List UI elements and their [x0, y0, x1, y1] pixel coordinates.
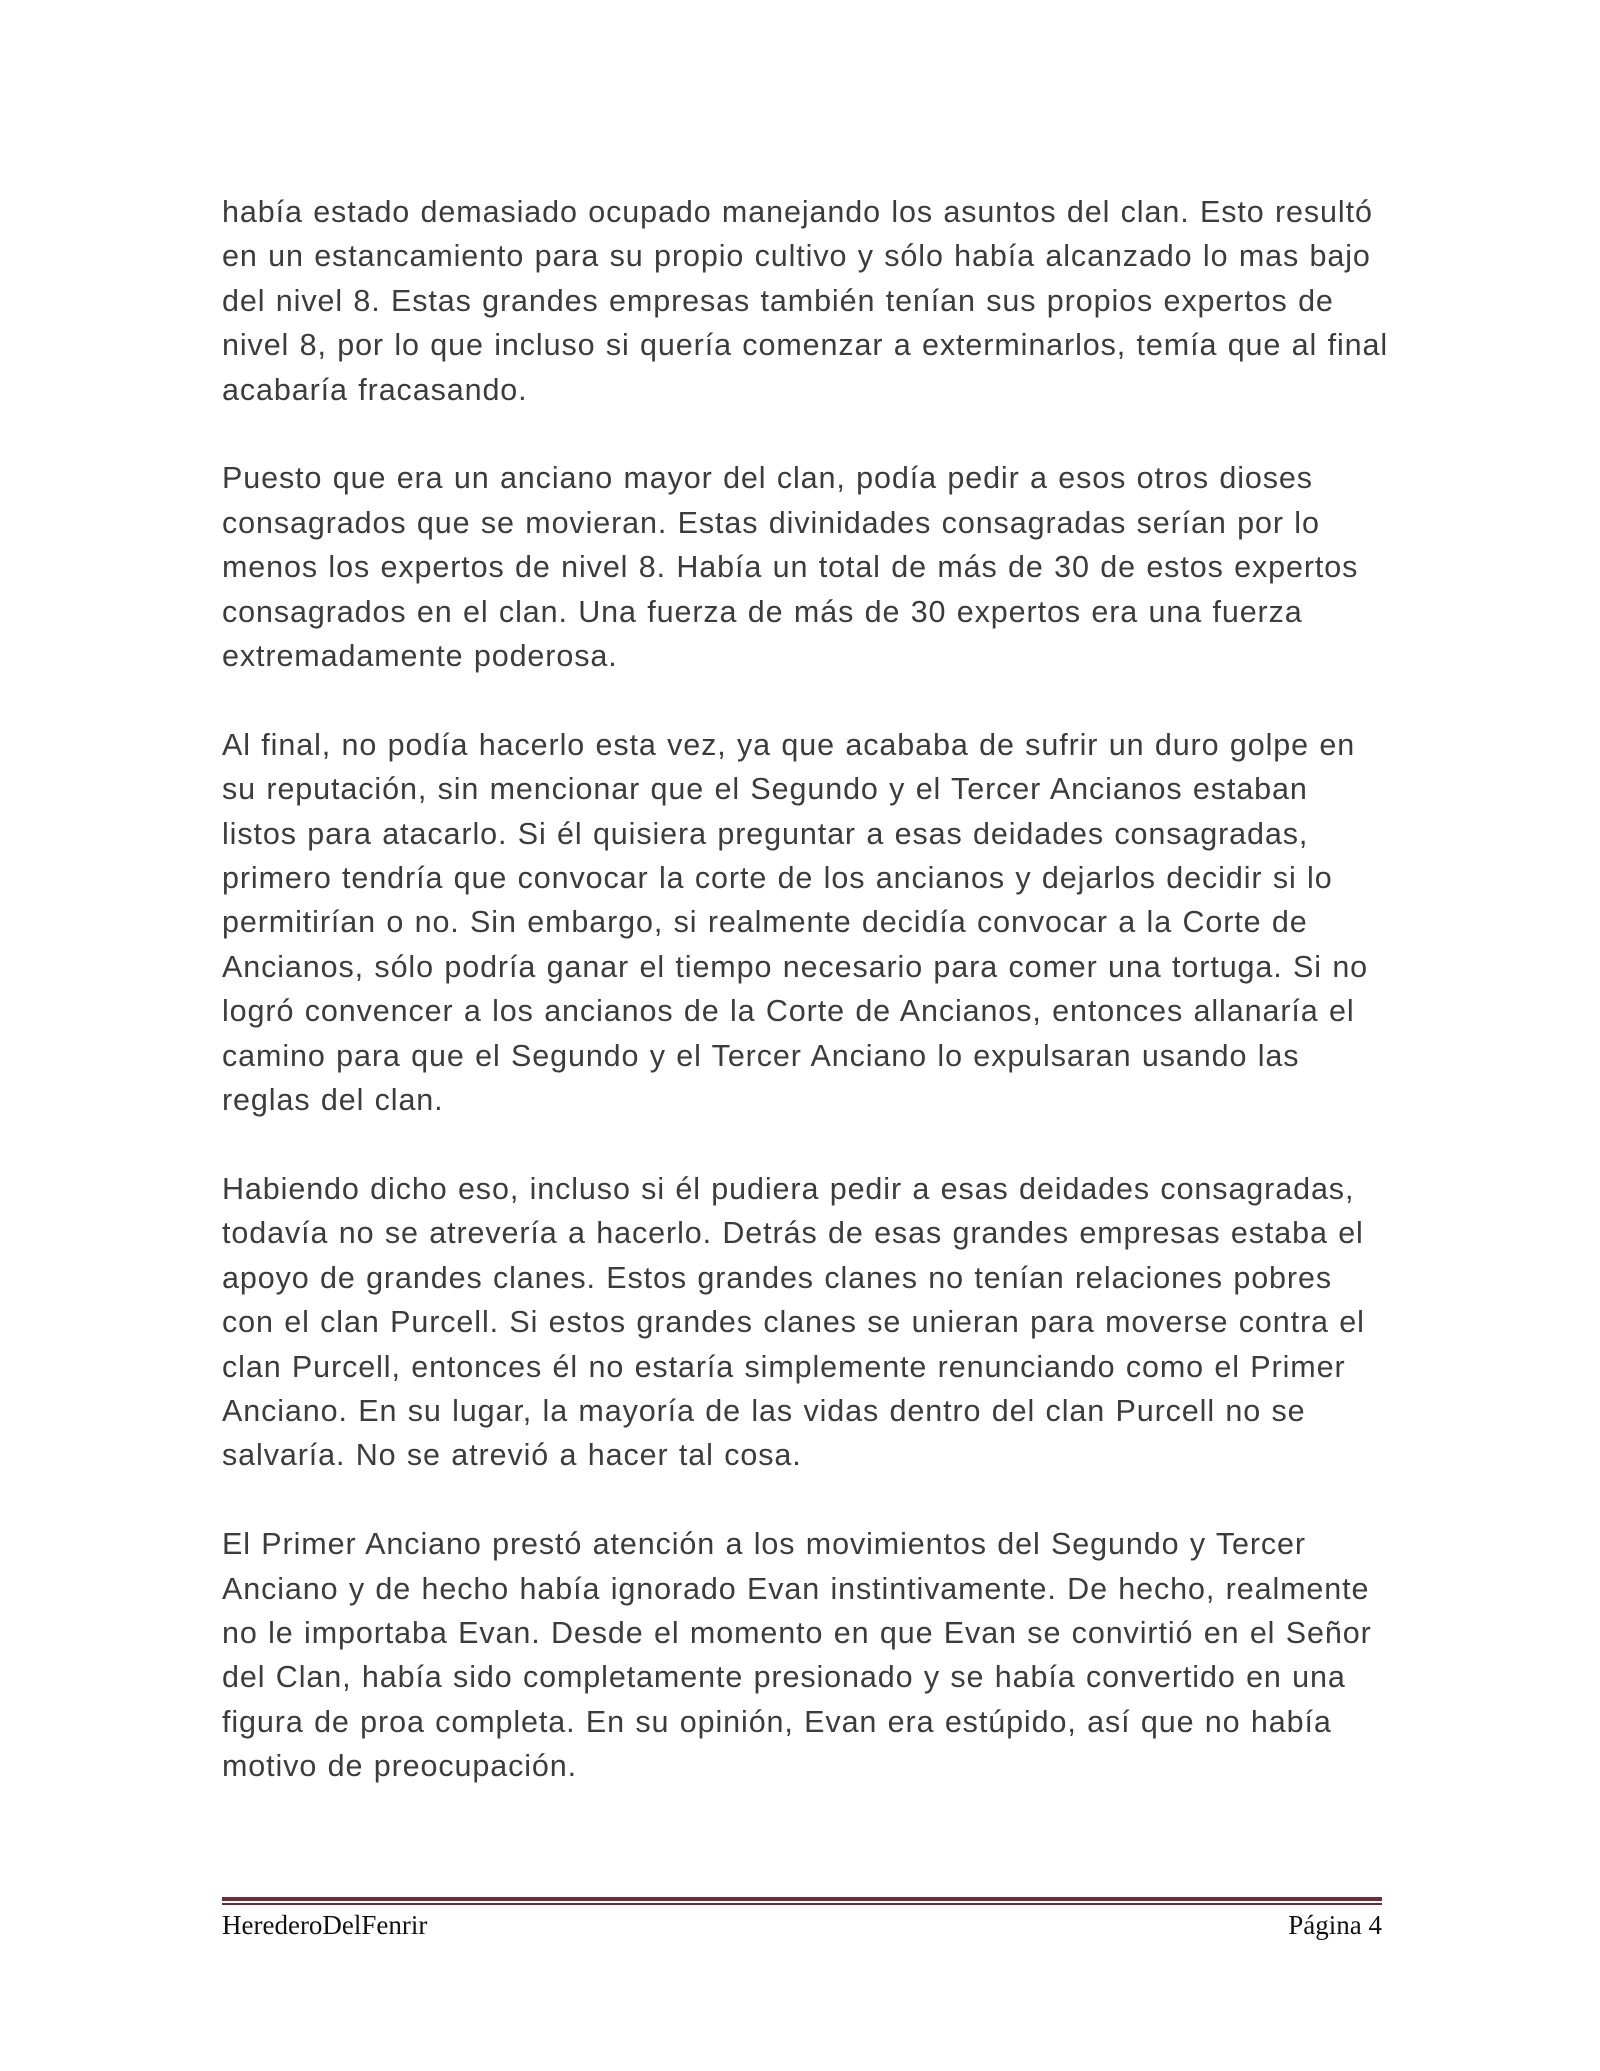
footer-divider [222, 1897, 1382, 1905]
paragraph: había estado demasiado ocupado manejando los asuntos del clan. Esto resultó en un estancamiento para su propio cultivo y sólo había alcanzado lo mas bajo del nivel 8. Estas grandes empresas también tenían sus propios expertos de nivel 8, por lo que incluso si quería comenzar a exterminarlos, temía que al final acabaría fracasando. [222, 195, 1389, 407]
paragraph: El Primer Anciano prestó atención a los movimientos del Segundo y Tercer Anciano y de hecho había ignorado Evan instintivamente. De hecho, realmente no le importaba Evan. Desde el momento en que Evan se convirtió en el Señor del Clan, había sido completamente presionado y se había convertido en una figura de proa completa. En su opinión, Evan era estúpido, así que no había motivo de preocupación. [222, 1527, 1372, 1784]
page-footer [222, 1910, 1382, 1941]
paragraph: Habiendo dicho eso, incluso si él pudiera pedir a esas deidades consagradas, todavía no se atrevería a hacerlo. Detrás de esas grandes empresas estaba el apoyo de grandes clanes. Estos grandes clanes no tenían relaciones pobres con el clan Purcell. Si estos grandes clanes se unieran para moverse contra el clan Purcell, entonces él no estaría simplemente renunciando como el Primer Anciano. En su lugar, la mayoría de las vidas dentro del clan Purcell no se salvaría. No se atrevió a hacer tal cosa. [222, 1171, 1365, 1473]
paragraph: Puesto que era un anciano mayor del clan, podía pedir a esos otros dioses consagrados que se movieran. Estas divinidades consagradas serían por lo menos los expertos de nivel 8. Había un total de más de 30 de estos expertos consagrados en el clan. Una fuerza de más de 30 expertos era una fuerza extremadamente poderosa. [222, 461, 1359, 674]
paragraph: Al final, no podía hacerlo esta vez, ya que acababa de sufrir un duro golpe en su reputación, sin mencionar que el Segundo y el Tercer Ancianos estaban listos para atacarlo. Si él quisiera preguntar a esas deidades consagradas, primero tendría que convocar la corte de los ancianos y dejarlos decidir si lo permitirían o no. Sin embargo, si realmente decidía convocar a la Corte de Ancianos, sólo podría ganar el tiempo necesario para comer una tortuga. Si no logró convencer a los ancianos de la Corte de Ancianos, entonces allanaría el camino para que el Segundo y el Tercer Anciano lo expulsaran usando las reglas del clan. [222, 727, 1369, 1118]
footer-author: HerederoDelFenrir [222, 1910, 428, 1940]
footer-divider-thin [222, 1903, 1382, 1905]
body-text [222, 190, 1392, 1833]
page-number: Página 4 [1288, 1910, 1382, 1940]
